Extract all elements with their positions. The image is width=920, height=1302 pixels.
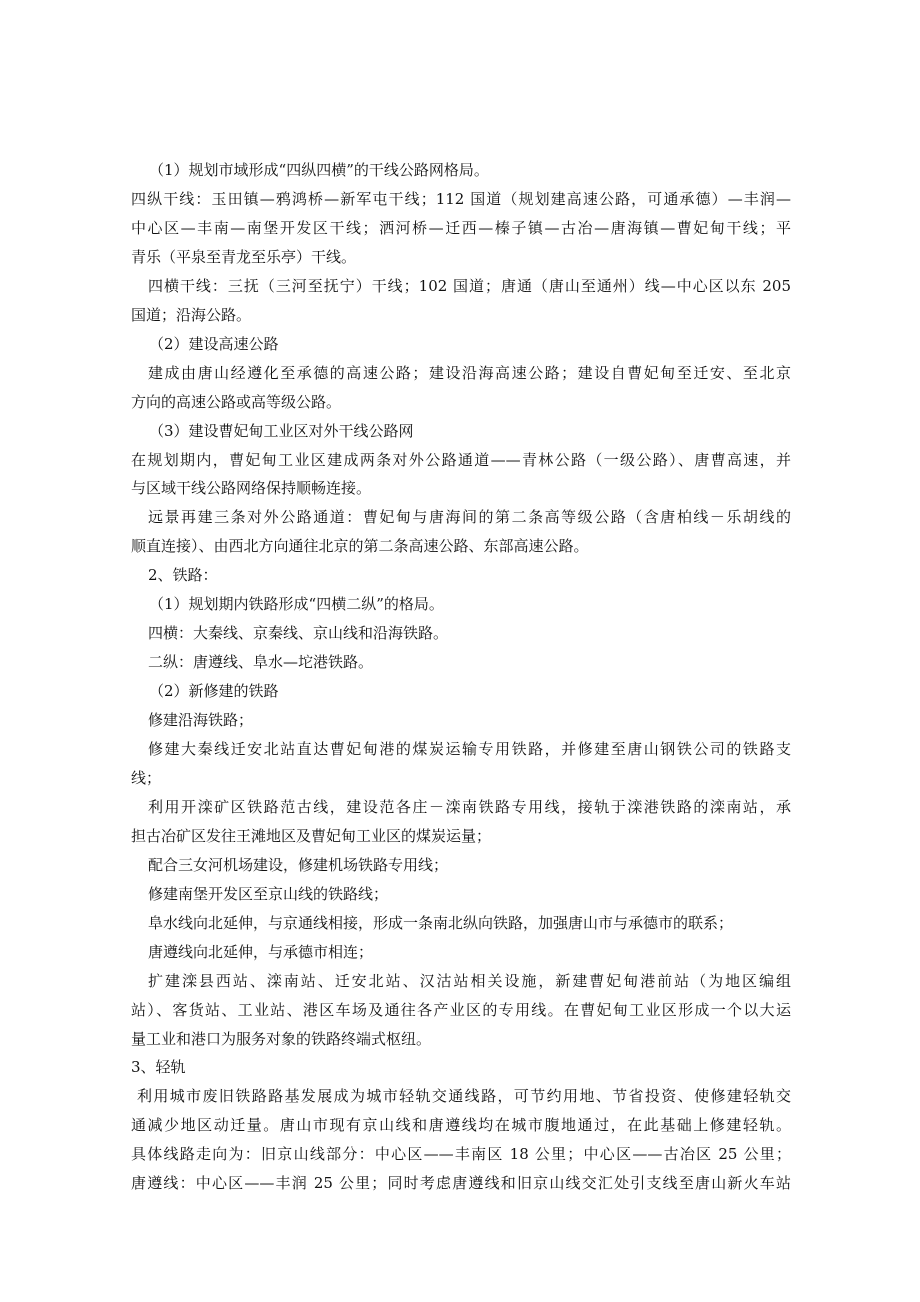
text-line: 顺直连接）、由西北方向通往北京的第二条高速公路、东部高速公路。 [131, 537, 589, 555]
text-line: 利用开滦矿区铁路范古线，建设范各庄－滦南铁路专用线，接轨于滦港铁路的滦南站，承 [148, 798, 791, 816]
text-line: 方向的高速公路或高等级公路。 [131, 393, 342, 411]
text-line: 青乐（平泉至青龙至乐亭）干线。 [131, 248, 357, 266]
text-line: 利用城市废旧铁路路基发展成为城市轻轨交通线路，可节约用地、节省投资、使修建轻轨交 [137, 1087, 791, 1105]
text-line: （1）规划市域形成“四纵四横”的干线公路网格局。 [149, 161, 489, 179]
text-line: 唐遵线：中心区——丰润 25 公里；同时考虑唐遵线和旧京山线交汇处引支线至唐山新火车站 [131, 1174, 791, 1192]
text-line: （2）建设高速公路 [149, 335, 279, 353]
text-line: 二纵：唐遵线、阜水—坨港铁路。 [148, 653, 374, 671]
text-line: 修建沿海铁路； [148, 711, 254, 729]
text-line: 修建大秦线迁安北站直达曹妃甸港的煤炭运输专用铁路，并修建至唐山钢铁公司的铁路支 [148, 740, 791, 758]
text-line: 担古冶矿区发往王滩地区及曹妃甸工业区的煤炭运量； [131, 827, 492, 845]
text-line: 线； [131, 769, 162, 787]
text-line: （1）规划期内铁路形成“四横二纵”的格局。 [149, 595, 444, 613]
text-line: 四横干线：三抚（三河至抚宁）干线；102 国道；唐通（唐山至通州）线—中心区以东 205 [148, 277, 791, 295]
text-line: 四纵干线：玉田镇—鸦鸿桥—新军屯干线；112 国道（规划建高速公路，可通承德）—丰润— [131, 190, 791, 208]
text-line: 在规划期内，曹妃甸工业区建成两条对外公路通道——青林公路（一级公路）、唐曹高速，并 [131, 451, 791, 469]
text-line: 与区域干线公路网络保持顺畅连接。 [131, 479, 372, 497]
text-line: 具体线路走向为：旧京山线部分：中心区——丰南区 18 公里；中心区——古冶区 25 公里； [131, 1145, 791, 1163]
text-line: 修建南堡开发区至京山线的铁路线； [148, 885, 389, 903]
text-line: 配合三女河机场建设，修建机场铁路专用线； [148, 856, 449, 874]
text-line: （2）新修建的铁路 [149, 682, 279, 700]
text-line: 唐遵线向北延伸，与承德市相连； [148, 943, 374, 961]
text-line: 通减少地区动迁量。唐山市现有京山线和唐遵线均在城市腹地通过，在此基础上修建轻轨。 [131, 1116, 791, 1134]
text-line: 国道；沿海公路。 [131, 306, 252, 324]
text-line: 2、铁路： [148, 566, 218, 584]
text-line: 远景再建三条对外公路通道：曹妃甸与唐海间的第二条高等级公路（含唐柏线－乐胡线的 [148, 508, 791, 526]
text-line: 量工业和港口为服务对象的铁路终端式枢纽。 [131, 1030, 432, 1048]
text-line: 中心区—丰南—南堡开发区干线；洒河桥—迁西—榛子镇—古冶—唐海镇—曹妃甸干线；平 [131, 219, 791, 237]
text-line: 3、轻轨 [131, 1058, 186, 1076]
text-line: （3）建设曹妃甸工业区对外干线公路网 [149, 422, 414, 440]
text-line: 扩建滦县西站、滦南站、迁安北站、汉沽站相关设施，新建曹妃甸港前站（为地区编组 [148, 972, 791, 990]
text-line: 建成由唐山经遵化至承德的高速公路；建设沿海高速公路；建设自曹妃甸至迁安、至北京 [148, 364, 791, 382]
text-line: 四横：大秦线、京秦线、京山线和沿海铁路。 [148, 624, 449, 642]
text-line: 阜水线向北延伸，与京通线相接，形成一条南北纵向铁路，加强唐山市与承德市的联系； [148, 914, 734, 932]
text-line: 站）、客货站、工业站、港区车场及通往各产业区的专用线。在曹妃甸工业区形成一个以大运 [131, 1001, 791, 1019]
